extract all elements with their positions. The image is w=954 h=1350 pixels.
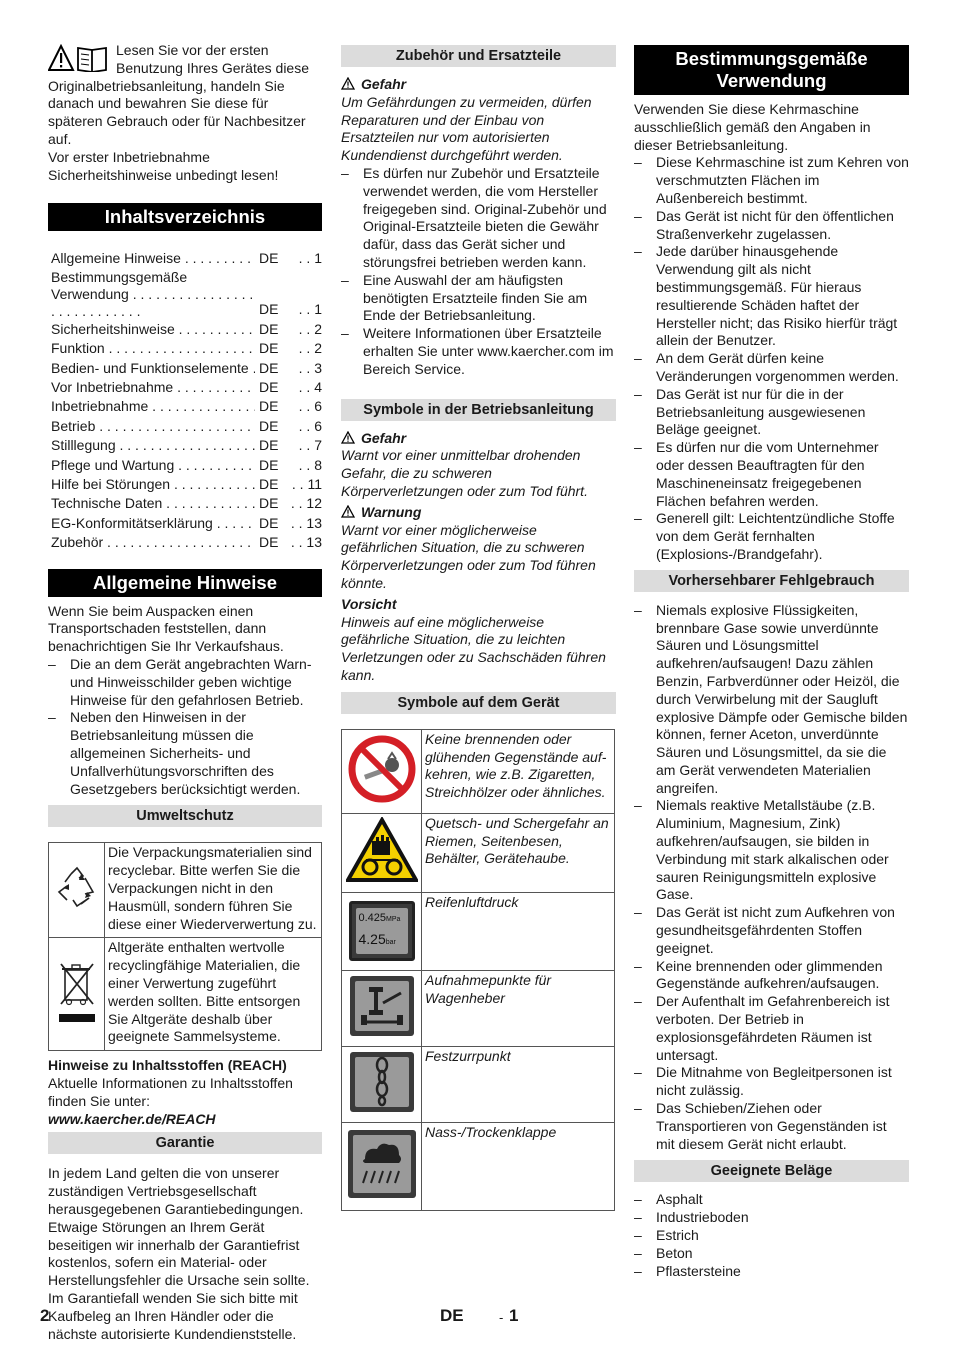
toc-leader (181, 250, 255, 266)
reach-text: Aktuelle Informationen zu Inhaltsstoffen finden Sie unter: (48, 1074, 293, 1109)
intro-text-2: Vor erster Inbetriebnahme Sicherheitshinweise unbedingt lesen! (48, 148, 279, 183)
toc-leader (170, 476, 255, 492)
toc-page-leader: . . (298, 359, 315, 376)
toc-row[interactable] (48, 339, 322, 358)
toc-page: 6 (314, 417, 322, 434)
toc-title: Pflege und Wartung (51, 456, 175, 473)
toc-lang: DE (259, 534, 279, 551)
wet-dry-flap-icon (347, 1129, 417, 1199)
general-list (48, 656, 322, 798)
toc-lang: DE (259, 250, 279, 267)
toc-page-leader: . . (298, 320, 315, 337)
toc-row[interactable] (48, 494, 322, 513)
environment-table (48, 842, 322, 1051)
toc-title: Sicherheitshinweise (51, 320, 175, 337)
toc-page: 13 (306, 534, 322, 551)
environment-text-1: Die Verpackungsmaterialien sind recyclebar. Bitte werfen Sie die Verpackungen nicht in den Hausmüll, sondern führen Sie diese einer Wiederverwertung zu. (105, 843, 322, 938)
list-item: – Die Mitnahme von Begleitpersonen ist nicht zulässig. (634, 1064, 909, 1100)
column-left (48, 42, 322, 1343)
toc-row[interactable] (48, 533, 322, 552)
toc-lang: DE (259, 495, 279, 512)
toc-lang: DE (259, 340, 279, 357)
toc-title: EG-Konformitätserklärung (51, 514, 213, 531)
toc-leader (116, 437, 255, 453)
toc-page-leader: . . (291, 476, 308, 493)
manual-symbols-heading: Symbole in der Betriebsanleitung (341, 399, 616, 421)
environment-heading: Umweltschutz (48, 805, 322, 827)
warning-book-icon (48, 44, 110, 72)
toc-leader (173, 379, 255, 395)
pressure-mpa-unit: MPa (386, 916, 401, 924)
toc-page-leader: . . (290, 534, 307, 551)
crush-hazard-icon (346, 817, 418, 883)
list-item: – Das Schieben/Ziehen oder Transportieren von Gegenständen ist mit diesem Gerät nicht erlaubt. (634, 1100, 909, 1153)
toc-title: Allgemeine Hinweise (51, 250, 181, 267)
symbol-text-2: Quetsch- und Schergefahr an Riemen, Seitenbesen, Behälter, Gerätehaube. (422, 813, 615, 892)
caution-text: Hinweis auf eine möglicherweise gefährliche Situation, die zu leichten Verletzungen oder zu Sachschäden führen kann. (341, 613, 606, 683)
toc-row[interactable] (48, 436, 322, 455)
intended-use-list (634, 154, 909, 563)
toc-row[interactable] (48, 397, 322, 416)
toc-row[interactable] (48, 475, 322, 494)
warranty-heading: Garantie (48, 1132, 322, 1154)
list-item: – Generell gilt: Leichtentzündliche Stoffe von dem Gerät fernhalten (Explosions-/Brandgefahr). (634, 510, 909, 563)
danger-label: Gefahr (341, 430, 616, 448)
toc-row[interactable] (48, 269, 322, 320)
intro-block (48, 42, 322, 184)
toc-title: Stilllegung (51, 437, 116, 454)
table-row (342, 729, 615, 813)
toc-page-leader: . . (298, 437, 315, 454)
symbol-text-1: Keine brennenden oder glühenden Gegenstände auf-kehren, wie z.B. Zigaretten, Streichhölzer oder ähnliches. (422, 729, 615, 813)
toc-title: Vor Inbetriebnahme (51, 379, 174, 395)
toc-page: 8 (314, 456, 322, 473)
toc-title: Bedien- und Funktionselemente (51, 359, 249, 376)
toc-lang: DE (259, 476, 279, 493)
list-item: – Jede darüber hinausgehende Verwendung gilt als nicht bestimmungsgemäß. Für hieraus resultierende Schäden haftet der Hersteller nicht; das Risiko hierfür trägt allein der Benutzer. (634, 243, 909, 350)
toc-page: 7 (314, 437, 322, 454)
toc-lang: DE (259, 417, 279, 434)
table-row (342, 970, 615, 1046)
toc-page-leader: . . (298, 340, 315, 357)
toc-title: Inbetriebnahme (51, 398, 149, 415)
warning-label: Warnung (341, 504, 616, 522)
toc-page: 6 (314, 398, 322, 415)
general-text: Wenn Sie beim Auspacken einen Transportschaden feststellen, dann benachrichtigen Sie Ihr Verkaufshaus. (48, 602, 284, 655)
toc-page: 13 (306, 514, 322, 531)
column-middle (341, 45, 616, 1211)
pressure-mpa-value: 0.425 (358, 912, 387, 925)
list-item: – Pflastersteine (634, 1263, 909, 1281)
table-row (342, 813, 615, 892)
list-item: – Diese Kehrmaschine ist zum Kehren von verschmutzten Flächen im Außenbereich bestimmt. (634, 154, 909, 207)
accessories-heading: Zubehör und Ersatzteile (341, 45, 616, 67)
warning-triangle-icon (341, 505, 355, 518)
toc-page-leader: . . (298, 456, 315, 473)
tire-pressure-icon (349, 901, 415, 961)
toc-row[interactable] (48, 417, 322, 436)
toc-lang: DE (259, 359, 279, 376)
list-item: – Weitere Informationen über Ersatzteile erhalten Sie unter www.kaercher.com im Bereich Service. (341, 325, 616, 378)
table-row (342, 1122, 615, 1210)
toc-row[interactable] (48, 249, 322, 268)
toc-page: 4 (314, 379, 322, 395)
table-of-contents (48, 249, 322, 552)
pressure-bar-value: 4.25 (358, 931, 386, 948)
accessories-danger-label: Gefahr (341, 76, 616, 94)
misuse-list (634, 602, 909, 1154)
toc-page: 1 (314, 301, 322, 318)
toc-leader (105, 340, 255, 356)
toc-title: Technische Daten (51, 495, 163, 512)
toc-leader (213, 515, 255, 531)
list-item: – Niemals reaktive Metallstäube (z.B. Aluminium, Magnesium, Zink) aufkehren/aufsaugen, sie bilden in Verbindung mit stark alkalischen oder sauren Reinigungsmitteln explosive Gase. (634, 797, 909, 904)
toc-leader (148, 398, 255, 414)
list-item: – Beton (634, 1245, 909, 1263)
list-item: – Die an dem Gerät angebrachten Warn- und Hinweisschilder geben wichtige Hinweise für den gefahrlosen Betrieb. (48, 656, 322, 709)
page-number: 2 (40, 1306, 50, 1325)
list-item: – Keine brennenden oder glimmenden Gegenstände aufkehren/aufsaugen. (634, 958, 909, 994)
crossed-bin-icon (57, 960, 97, 1024)
recycling-icon (55, 866, 99, 910)
toc-leader (95, 418, 255, 434)
footer-separator: - (499, 1310, 504, 1325)
list-item: – An dem Gerät dürfen keine Veränderungen vorgenommen werden. (634, 350, 909, 386)
list-item: – Industrieboden (634, 1209, 909, 1227)
symbol-text-6: Nass-/Trockenklappe (422, 1122, 615, 1210)
pressure-bar-unit: bar (385, 939, 396, 947)
toc-page-leader: . . (298, 398, 315, 415)
tie-down-chain-icon (349, 1051, 415, 1113)
warning-triangle-icon (341, 77, 355, 90)
toc-lang: DE (259, 398, 279, 415)
toc-title: Hilfe bei Störungen (51, 476, 171, 493)
toc-leader (174, 457, 255, 473)
warning-text: Warnt vor einer möglicherweise gefährlichen Situation, die zu schweren Körperverletzungen oder zum Tod führen könnte. (341, 521, 596, 591)
toc-page-leader: . . (298, 417, 315, 434)
toc-page: 12 (306, 495, 322, 512)
toc-leader (103, 534, 255, 550)
accessories-danger-text: Um Gefährdungen zu vermeiden, dürfen Reparaturen und der Einbau von Ersatzteilen nur vom autorisierten Kundendienst durchgeführt werden. (341, 93, 592, 164)
toc-page: 1 (314, 250, 322, 267)
toc-page-leader: . . (298, 301, 315, 318)
table-row (342, 1046, 615, 1122)
toc-title: Betrieb (51, 417, 96, 434)
symbol-text-3: Reifenluftdruck (422, 892, 615, 970)
toc-page-leader: . . (290, 495, 307, 512)
toc-row[interactable] (48, 514, 322, 533)
toc-row[interactable] (48, 378, 322, 397)
toc-lang: DE (259, 456, 279, 473)
no-burning-objects-icon (348, 735, 416, 803)
reach-heading: Hinweise zu Inhaltsstoffen (REACH) (48, 1057, 287, 1074)
toc-title: Zubehör (51, 534, 104, 551)
list-item: – Es dürfen nur Zubehör und Ersatzteile verwendet werden, die vom Hersteller freigegeben sind. Original-Zubehör und Original-Ersatzteile bieten die Gewähr dafür, dass das Gerät sicher und störungsfrei betrieben werden kann. (341, 165, 616, 272)
device-symbols-heading: Symbole auf dem Gerät (341, 692, 616, 714)
toc-lang: DE (259, 379, 279, 395)
danger-text: Warnt vor einer unmittelbar drohenden Gefahr, die zu schweren Körperverletzungen oder zum Tod führt. (341, 447, 588, 499)
footer-language: DE (440, 1306, 464, 1325)
toc-lang: DE (259, 301, 279, 318)
general-heading: Allgemeine Hinweise (48, 569, 322, 597)
toc-row[interactable] (48, 359, 322, 378)
toc-lang: DE (259, 320, 279, 337)
list-item: – Das Gerät ist nicht zum Aufkehren von gesundheitsgefährdenten Stoffen geeignet. (634, 904, 909, 957)
surfaces-list (634, 1191, 909, 1280)
toc-lang: DE (259, 437, 279, 454)
toc-lang: DE (259, 514, 279, 531)
table-row (49, 938, 322, 1051)
caution-label: Vorsicht (341, 595, 397, 612)
toc-page: 2 (314, 340, 322, 357)
list-item: – Es dürfen nur die vom Unternehmer oder dessen Beauftragten für den Maschineneinsatz freigegebenen Flächen befahren werden. (634, 439, 909, 510)
warranty-text: In jedem Land gelten die von unserer zuständigen Vertriebsgesellschaft herausgegebenen Garantiebedingungen. Etwaige Störungen an Ihrem Gerät beseitigen wir innerhalb der Garantiefrist kostenlos, sofern ein Material- oder Herstellungsfehler die Ursache sein sollte. Im Garantiefall wenden Sie sich bitte mit Kaufbeleg an Ihren Händler oder die nächste autorisierte Kundendienststelle. (48, 1165, 310, 1342)
list-item: – Das Gerät ist nicht für den öffentlichen Straßenverkehr zugelassen. (634, 208, 909, 244)
list-item: – Das Gerät ist nur für die in der Betriebsanleitung ausgewiesenen Beläge geeignet. (634, 386, 909, 439)
intended-use-heading: Bestimmungsgemäße Verwendung (634, 45, 909, 95)
list-item: – Estrich (634, 1227, 909, 1245)
device-symbols-table (341, 729, 615, 1211)
intended-use-text: Verwenden Sie diese Kehrmaschine ausschließlich gemäß den Angaben in dieser Betriebsanleitung. (634, 101, 871, 153)
toc-page-leader: . . (290, 514, 307, 531)
list-item: – Eine Auswahl der am häufigsten benötigten Ersatzteile finden Sie am Ende der Betriebsanleitung. (341, 272, 616, 325)
list-item: – Asphalt (634, 1191, 909, 1209)
intro-text: Lesen Sie vor der ersten Benutzung Ihres Gerätes diese Originalbetriebsanleitung, handeln Sie danach und bewahren Sie diese für späteren Gebrauch oder für Nachbesitzer auf. (48, 42, 310, 147)
toc-page-leader: . . (298, 379, 315, 395)
toc-heading: Inhaltsverzeichnis (48, 203, 322, 231)
table-row (342, 892, 615, 970)
toc-leader (175, 321, 255, 337)
list-item: – Niemals explosive Flüssigkeiten, brennbare Gase sowie unverdünnte Säuren und Lösungsmittel aufkehren/aufsaugen! Dazu zählen Benzin, Farbverdünner oder Heizöl, die durch Verwirbelung mit der Saugluft explosive Dämpfe oder Gemische bilden können, ferner Aceton, unverdünnte Säuren und Lösungsmittel, da sie die am Gerät verwendeten Materialien angreifen. (634, 602, 909, 798)
symbol-text-4: Aufnahmepunkte für Wagenheber (422, 970, 615, 1046)
environment-text-2: Altgeräte enthalten wertvolle recyclingfähige Materialien, die einer Verwertung zugeführt werden sollten. Bitte entsorgen Sie Altgeräte deshalb über geeignete Sammelsysteme. (105, 938, 322, 1051)
warning-triangle-icon (341, 431, 355, 444)
toc-title: Funktion (51, 340, 105, 357)
jack-point-icon (349, 975, 415, 1037)
toc-page: 2 (314, 320, 322, 337)
toc-leader (162, 495, 255, 511)
list-item: – Der Aufenthalt im Gefahrenbereich ist verboten. Der Betrieb in explosionsgefährdeten Räumen ist untersagt. (634, 993, 909, 1064)
surfaces-heading: Geeignete Beläge (634, 1160, 909, 1182)
toc-page: 3 (314, 359, 322, 376)
toc-row[interactable] (48, 456, 322, 475)
reach-link[interactable]: www.kaercher.de/REACH (48, 1110, 216, 1127)
accessories-list (341, 165, 616, 379)
misuse-heading: Vorhersehbarer Fehlgebrauch (634, 570, 909, 592)
toc-title: Bestimmungsgemäße Verwendung (51, 268, 188, 302)
toc-page: 11 (307, 476, 322, 493)
table-row (49, 843, 322, 938)
symbol-text-5: Festzurrpunkt (422, 1046, 615, 1122)
footer-section-page: 1 (509, 1306, 519, 1325)
toc-page-leader: . . (298, 250, 315, 267)
toc-row[interactable] (48, 320, 322, 339)
column-right (634, 45, 909, 1280)
list-item: – Neben den Hinweisen in der Betriebsanleitung müssen die allgemeinen Sicherheits- und Unfallverhütungsvorschriften des Gesetzgebers berücksichtigt werden. (48, 709, 322, 798)
